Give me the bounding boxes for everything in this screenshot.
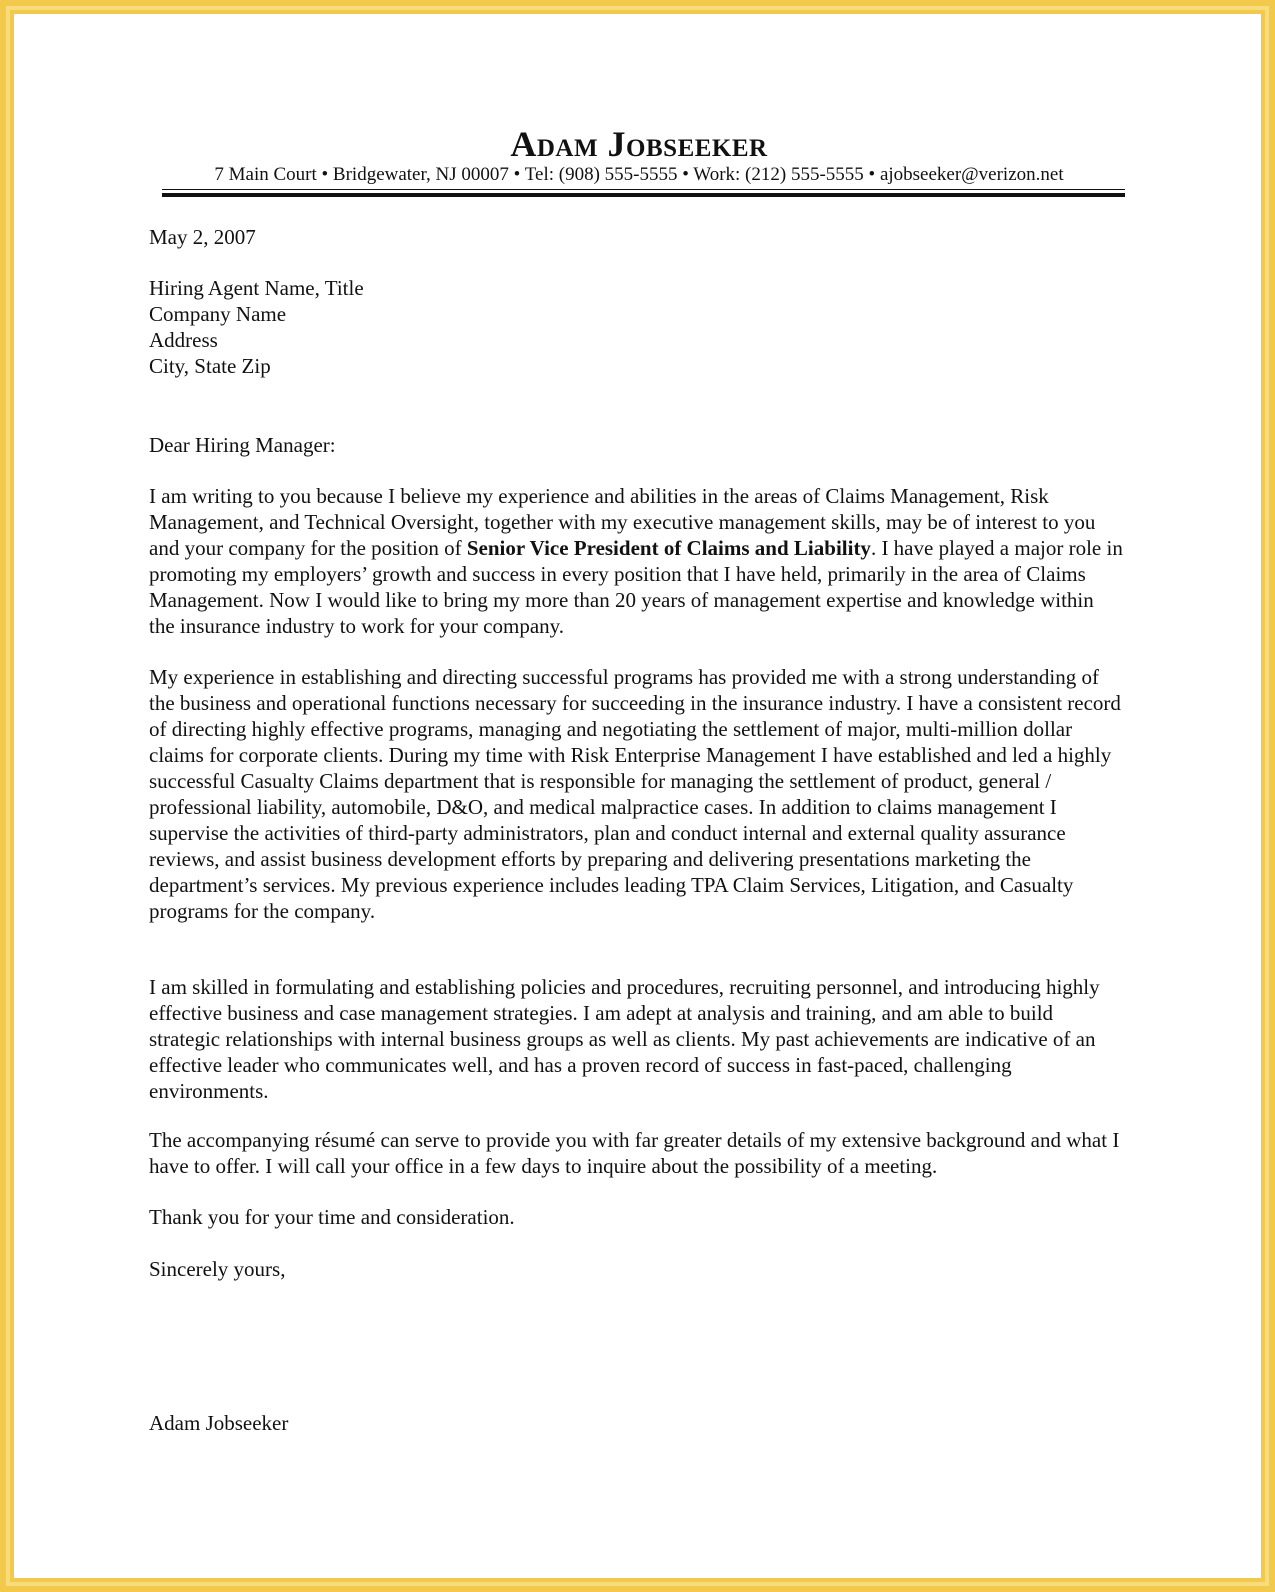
recipient-address (149, 275, 1124, 379)
letterhead-rule-thin (162, 189, 1125, 190)
letterhead (149, 124, 1129, 186)
recipient-address-line: Address (149, 328, 218, 352)
salutation: Dear Hiring Manager: (149, 433, 336, 457)
recipient-city-state-zip: City, State Zip (149, 354, 271, 378)
paragraph-1-text-b: . I have played a major role in promoting my employers’ growth and success in every position that I have held, primarily in the area of Claims Management. Now I would like to bring my more than 20 years of management expertise and knowledge within the insurance industry to work for your company. (149, 536, 1123, 638)
paragraph-2: My experience in establishing and directing successful programs has provided me with a strong understanding of the business and operational functions necessary for succeeding in the insurance industry. I have a consistent record of directing highly effective programs, managing and negotiating the settlement of major, multi-million dollar claims for corporate clients. During my time with Risk Enterprise Management I have established and led a highly successful Casualty Claims department that is responsible for managing the settlement of product, general / professional liability, automobile, D&O, and medical malpractice cases. In addition to claims management I supervise the activities of third-party administrators, plan and conduct internal and external quality assurance reviews, and assist business development efforts by preparing and delivering presentations marketing the department’s services. My previous experience includes leading TPA Claim Services, Litigation, and Casualty programs for the company. (149, 665, 1121, 923)
contact-line: 7 Main Court • Bridgewater, NJ 00007 • Tel: (908) 555-5555 • Work: (212) 555-5555 • ajobseeker@verizon.net (214, 164, 1064, 185)
closing: Sincerely yours, (149, 1257, 286, 1281)
paragraph-4: The accompanying résumé can serve to provide you with far greater details of my extensive background and what I have to offer. I will call your office in a few days to inquire about the possibility of a meeting. (149, 1128, 1120, 1178)
letterhead-rule-thick (162, 193, 1125, 197)
paragraph-3: I am skilled in formulating and establishing policies and procedures, recruiting personnel, and introducing highly effective business and case management strategies. I am adept at analysis and training, and am able to build strategic relationships with internal business groups as well as clients. My past achievements are indicative of an effective leader who communicates well, and has a proven record of success in fast-paced, challenging environments. (149, 975, 1100, 1103)
paragraph-1-text-a: I am writing to you because I believe my experience and abilities in the areas of Claims Management, Risk Management, and Technical Oversight, together with my executive management skills, may be of interest to you and your company for the position of (149, 484, 1096, 560)
paragraph-1 (149, 483, 1124, 639)
applicant-name: Adam Jobseeker (510, 124, 768, 164)
thanks-line: Thank you for your time and consideration. (149, 1205, 515, 1229)
recipient-company: Company Name (149, 302, 287, 326)
position-title: Senior Vice President of Claims and Liability (466, 536, 871, 560)
recipient-name-title: Hiring Agent Name, Title (149, 276, 364, 300)
signature-name: Adam Jobseeker (149, 1411, 289, 1435)
letter-date: May 2, 2007 (149, 225, 256, 249)
